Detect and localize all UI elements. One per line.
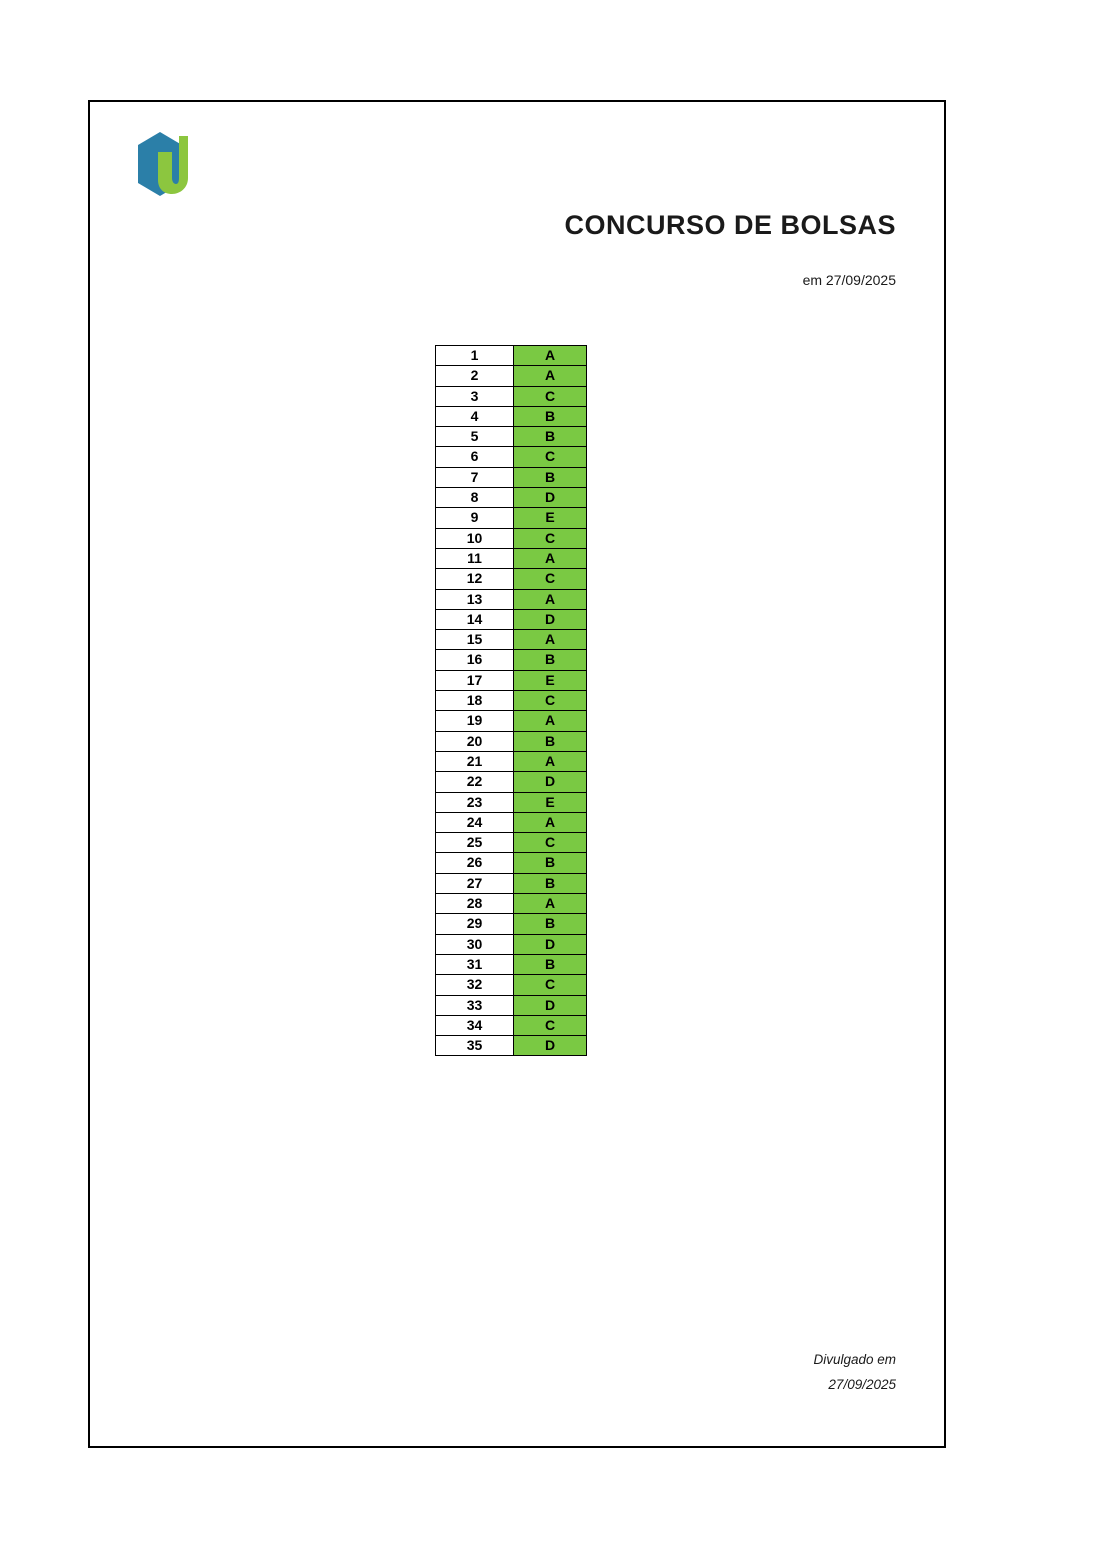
question-answer: B [514,954,587,974]
table-row [436,751,587,771]
question-answer: B [514,873,587,893]
question-number: 20 [436,731,514,751]
question-number: 12 [436,569,514,589]
table-row [436,914,587,934]
question-answer: A [514,894,587,914]
table-row [436,731,587,751]
table-row [436,711,587,731]
question-answer: C [514,447,587,467]
question-number: 21 [436,751,514,771]
question-answer: C [514,528,587,548]
question-answer: B [514,427,587,447]
question-answer: C [514,569,587,589]
question-answer: D [514,772,587,792]
question-answer: C [514,691,587,711]
question-answer: D [514,995,587,1015]
question-answer: A [514,366,587,386]
table-row [436,548,587,568]
question-number: 19 [436,711,514,731]
question-number: 5 [436,427,514,447]
table-row [436,792,587,812]
question-answer: B [514,853,587,873]
table-row [436,488,587,508]
question-number: 33 [436,995,514,1015]
table-row [436,609,587,629]
question-answer: D [514,488,587,508]
question-answer: B [514,914,587,934]
question-answer: C [514,386,587,406]
table-row [436,366,587,386]
question-answer: D [514,1036,587,1056]
table-row [436,995,587,1015]
table-row [436,406,587,426]
question-number: 31 [436,954,514,974]
question-answer: B [514,650,587,670]
question-number: 15 [436,630,514,650]
question-answer: D [514,934,587,954]
question-number: 7 [436,467,514,487]
institution-logo [132,126,224,202]
table-row [436,386,587,406]
table-row [436,630,587,650]
table-row [436,833,587,853]
table-row [436,346,587,366]
table-row [436,650,587,670]
question-answer: A [514,589,587,609]
question-number: 6 [436,447,514,467]
table-row [436,894,587,914]
question-answer: A [514,812,587,832]
table-row [436,467,587,487]
footer-published-date: 27/09/2025 [828,1377,896,1393]
question-number: 11 [436,548,514,568]
table-row [436,1015,587,1035]
question-number: 18 [436,691,514,711]
question-answer: E [514,508,587,528]
footer-block [813,1347,896,1398]
question-number: 27 [436,873,514,893]
question-number: 4 [436,406,514,426]
question-number: 9 [436,508,514,528]
question-number: 24 [436,812,514,832]
question-number: 25 [436,833,514,853]
question-number: 2 [436,366,514,386]
page-title: CONCURSO DE BOLSAS [564,210,896,240]
question-answer: E [514,670,587,690]
table-row [436,447,587,467]
question-answer: A [514,751,587,771]
question-number: 32 [436,975,514,995]
question-number: 1 [436,346,514,366]
question-number: 3 [436,386,514,406]
table-row [436,691,587,711]
table-row [436,1036,587,1056]
table-row [436,954,587,974]
question-answer: B [514,731,587,751]
question-answer: C [514,975,587,995]
question-number: 14 [436,609,514,629]
table-row [436,772,587,792]
question-answer: E [514,792,587,812]
footer-published-label: Divulgado em [813,1351,896,1367]
exam-date: em 27/09/2025 [802,272,896,288]
question-answer: A [514,346,587,366]
question-answer: A [514,548,587,568]
document-page [88,100,946,1448]
question-answer: B [514,467,587,487]
question-number: 28 [436,894,514,914]
question-answer: C [514,833,587,853]
question-number: 17 [436,670,514,690]
question-number: 22 [436,772,514,792]
table-row [436,934,587,954]
table-row [436,812,587,832]
question-number: 35 [436,1036,514,1056]
table-row [436,670,587,690]
table-row [436,528,587,548]
question-number: 30 [436,934,514,954]
question-number: 13 [436,589,514,609]
question-answer: D [514,609,587,629]
question-number: 16 [436,650,514,670]
question-number: 26 [436,853,514,873]
question-number: 34 [436,1015,514,1035]
question-number: 23 [436,792,514,812]
table-row [436,427,587,447]
table-row [436,975,587,995]
answer-key-table [435,345,587,1056]
question-number: 8 [436,488,514,508]
question-answer: B [514,406,587,426]
question-answer: A [514,630,587,650]
table-row [436,508,587,528]
question-number: 29 [436,914,514,934]
table-row [436,589,587,609]
question-answer: C [514,1015,587,1035]
question-number: 10 [436,528,514,548]
table-row [436,569,587,589]
table-row [436,853,587,873]
question-answer: A [514,711,587,731]
table-row [436,873,587,893]
